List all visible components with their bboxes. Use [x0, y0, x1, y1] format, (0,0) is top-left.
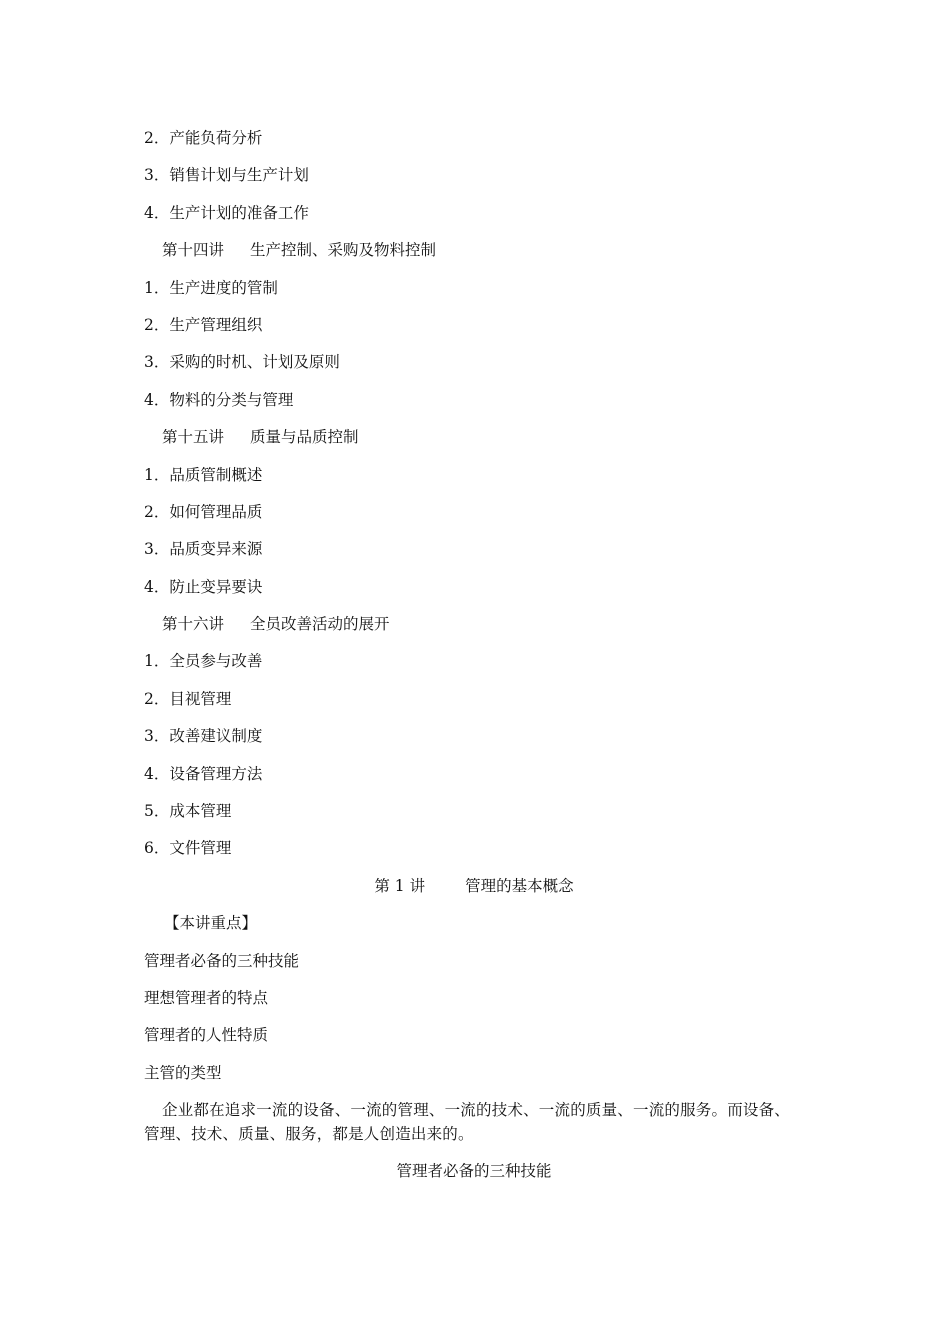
- lecture-topic: 质量与品质控制: [250, 428, 359, 447]
- lecture-number: 第十四讲: [162, 241, 225, 260]
- lecture-topic: 全员改善活动的展开: [250, 615, 390, 634]
- keypoint-item: 主管的类型: [144, 1063, 222, 1082]
- lecture-heading: [144, 425, 804, 462]
- list-item: 3．改善建议制度: [144, 727, 263, 746]
- chapter-title: 管理的基本概念: [465, 876, 574, 895]
- list-item: 2．如何管理品质: [144, 502, 263, 521]
- list-item: 1．品质管制概述: [144, 465, 263, 484]
- section-heading: 管理者必备的三种技能: [396, 1162, 552, 1181]
- list-item: 3．采购的时机、计划及原则: [144, 353, 340, 372]
- lecture-heading: [144, 612, 804, 649]
- list-item: 4．防止变异要诀: [144, 577, 263, 596]
- body-paragraph: 企业都在追求一流的设备、一流的管理、一流的技术、一流的质量、一流的服务。而设备、管理、技术、质量、服务，都是人创造出来的。: [144, 1101, 791, 1144]
- lecture-topic: 生产控制、采购及物料控制: [250, 241, 437, 260]
- chapter-number: 第 1 讲: [374, 876, 426, 895]
- list-item: 1．全员参与改善: [144, 652, 263, 671]
- document-page: [144, 126, 804, 1189]
- keypoints-label: 【本讲重点】: [164, 914, 258, 933]
- list-item: 6．文件管理: [144, 839, 232, 858]
- chapter-heading: [144, 874, 804, 911]
- list-item: 3．销售计划与生产计划: [144, 166, 309, 185]
- lecture-number: 第十六讲: [162, 615, 225, 634]
- lecture-number: 第十五讲: [162, 428, 225, 447]
- list-item: 4．设备管理方法: [144, 764, 263, 783]
- list-item: 3．品质变异来源: [144, 540, 263, 559]
- list-item: 2．目视管理: [144, 689, 232, 708]
- list-item: 2．产能负荷分析: [144, 129, 263, 147]
- keypoint-item: 理想管理者的特点: [144, 988, 269, 1007]
- lecture-heading: [144, 238, 804, 275]
- list-item: 5．成本管理: [144, 802, 232, 821]
- keypoint-item: 管理者必备的三种技能: [144, 951, 300, 970]
- list-item: 2．生产管理组织: [144, 315, 263, 334]
- list-item: 4．物料的分类与管理: [144, 390, 294, 409]
- list-item: 1．生产进度的管制: [144, 278, 278, 297]
- keypoint-item: 管理者的人性特质: [144, 1026, 269, 1045]
- list-item: 4．生产计划的准备工作: [144, 203, 309, 222]
